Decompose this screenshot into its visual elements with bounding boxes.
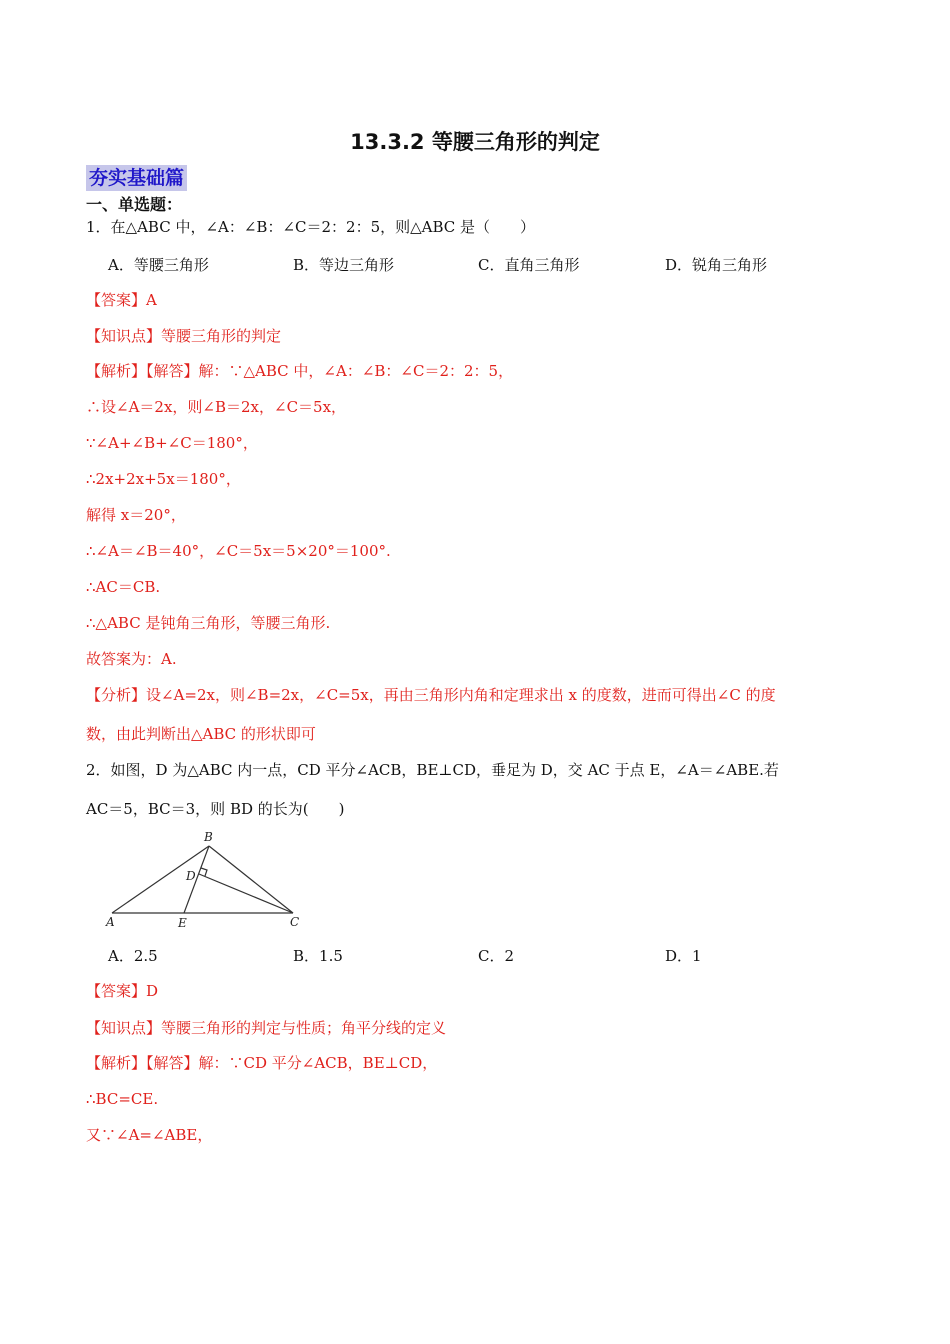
q2-stem-line: 2．如图，D 为△ABC 内一点，CD 平分∠ACB，BE⊥CD，垂足为 D，交 AC 于点 E，∠A＝∠ABE.若 (86, 761, 779, 779)
q1-option-a: A．等腰三角形 (108, 256, 209, 274)
q1-analysis-line: 故答案为：A. (86, 650, 177, 668)
q1-analysis-line: ∴AC＝CB. (86, 578, 161, 596)
q1-note-line: 【分析】设∠A=2x，则∠B=2x，∠C=5x，再由三角形内角和定理求出 x 的度数，进而可得出∠C 的度 (86, 686, 776, 704)
triangle-figure (100, 828, 310, 938)
q2-option-c: C．2 (478, 947, 515, 965)
q2-option-a: A．2.5 (108, 947, 158, 965)
q1-analysis-line: ∴设∠A＝2x，则∠B＝2x，∠C＝5x， (86, 398, 347, 416)
q2-knowledge: 【知识点】等腰三角形的判定与性质；角平分线的定义 (86, 1019, 447, 1037)
q2-analysis-line: 【解析】【解答】解：∵CD 平分∠ACB，BE⊥CD， (86, 1054, 438, 1072)
label-e: E (178, 916, 187, 930)
q1-option-d: D．锐角三角形 (665, 256, 768, 274)
q1-analysis-line: ∴2x+2x+5x＝180°， (86, 470, 241, 488)
q2-analysis-line: 又∵∠A=∠ABE， (86, 1126, 213, 1144)
q2-option-d: D．1 (665, 947, 702, 965)
q1-analysis-line: ∴△ABC 是钝角三角形，等腰三角形. (86, 614, 331, 632)
section-tag: 夯实基础篇 (86, 165, 187, 191)
q1-stem: 1．在△ABC 中，∠A：∠B：∠C＝2：2：5，则△ABC 是（ ） (86, 218, 536, 236)
label-b: B (204, 830, 213, 844)
q1-option-b: B．等边三角形 (293, 256, 395, 274)
subheading: 一、单选题： (86, 195, 183, 214)
q2-stem-line: AC＝5，BC＝3，则 BD 的长为( ) (86, 800, 345, 818)
q1-analysis-line: ∵∠A+∠B+∠C＝180°， (86, 434, 258, 452)
q1-analysis-line: 解得 x＝20°， (86, 506, 186, 524)
label-a: A (106, 915, 115, 929)
page-title: 13.3.2 等腰三角形的判定 (350, 130, 600, 154)
q1-option-c: C．直角三角形 (478, 256, 580, 274)
q1-answer: 【答案】A (86, 291, 157, 309)
q1-analysis-line: 【解析】【解答】解：∵△ABC 中，∠A：∠B：∠C＝2：2：5， (86, 362, 514, 380)
label-c: C (290, 915, 300, 929)
label-d: D (186, 869, 196, 883)
q1-analysis-line: ∴∠A＝∠B＝40°，∠C＝5x＝5×20°＝100°. (86, 542, 391, 560)
q1-knowledge: 【知识点】等腰三角形的判定 (86, 327, 282, 345)
q2-analysis-line: ∴BC=CE. (86, 1090, 159, 1108)
q2-answer: 【答案】D (86, 982, 159, 1000)
q2-option-b: B．1.5 (293, 947, 343, 965)
segment-bc (209, 846, 293, 913)
q1-note-line: 数，由此判断出△ABC 的形状即可 (86, 725, 316, 743)
segment-dc (199, 874, 293, 913)
